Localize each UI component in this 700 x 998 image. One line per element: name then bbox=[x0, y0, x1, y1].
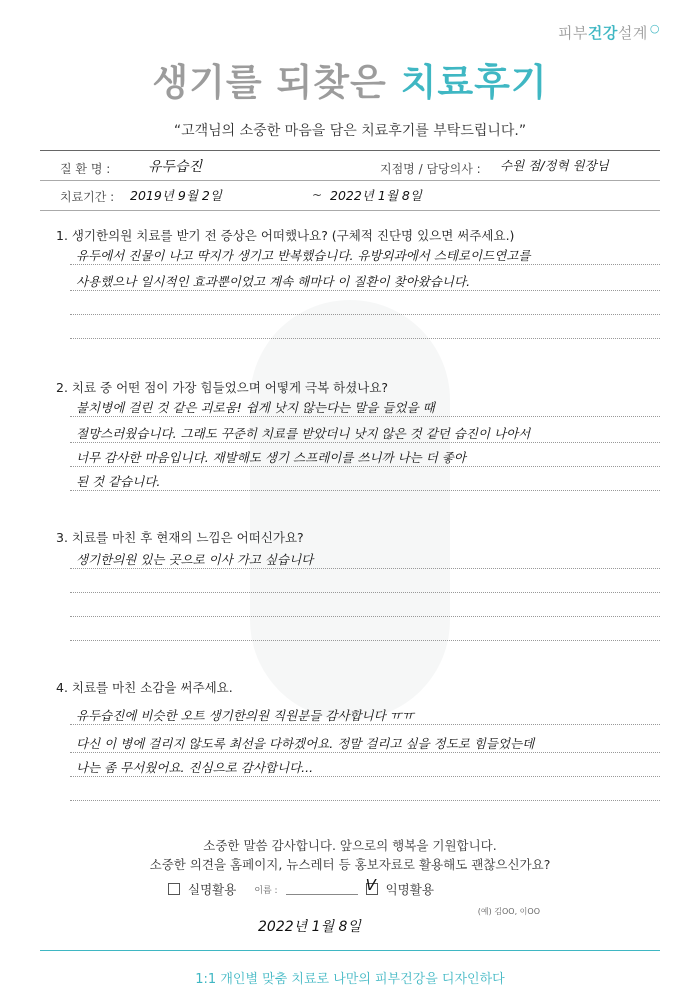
answer-2-line-1: 불치병에 걸린 것 같은 괴로움! 쉽게 낫지 않는다는 말을 들었을 때 bbox=[76, 400, 435, 415]
answer-line bbox=[70, 490, 660, 491]
answer-line bbox=[70, 752, 660, 753]
brand-prefix: 피부 bbox=[557, 24, 588, 42]
footer-divider bbox=[40, 950, 660, 951]
answer-4-line-3: 나는 좀 무서웠어요. 진심으로 감사합니다... bbox=[76, 760, 314, 775]
check-mark: V bbox=[365, 876, 376, 894]
question-4: 4. 치료를 마친 소감을 써주세요. bbox=[56, 680, 233, 695]
answer-3-line-1: 생기한의원 있는 곳으로 이사 가고 싶습니다 bbox=[76, 552, 314, 567]
answer-line bbox=[70, 314, 660, 315]
anonymous-checkbox[interactable] bbox=[365, 876, 378, 895]
period-start: 2019년 9월 2일 bbox=[130, 188, 222, 203]
answer-line bbox=[70, 416, 660, 417]
signature-date: 2022년 1월 8일 bbox=[258, 919, 361, 935]
header-mid-rule bbox=[40, 180, 660, 181]
answer-4-line-1: 유두습진에 비슷한 오트 생기한의원 직원분들 감사합니다 ㅠㅠ bbox=[76, 708, 414, 723]
answer-line bbox=[70, 568, 660, 569]
example-note: (예) 김OO, 이OO bbox=[477, 907, 540, 916]
answer-line bbox=[70, 466, 660, 467]
answer-2-line-4: 된 것 같습니다. bbox=[76, 474, 161, 489]
question-1: 1. 생기한의원 치료를 받기 전 증상은 어떠했나요? (구체적 진단명 있으면 써주세요.) bbox=[56, 228, 515, 243]
disease-value: 유두습진 bbox=[148, 159, 203, 175]
footer-thanks-2: 소중한 의견을 홈페이지, 뉴스레터 등 홍보자료로 활용해도 괜찮으신가요? bbox=[149, 857, 551, 872]
real-name-checkbox[interactable] bbox=[168, 883, 180, 895]
brand-accent: 건강 bbox=[587, 24, 618, 42]
answer-2-line-3: 너무 감사한 마음입니다. 재발해도 생기 스프레이를 쓰니까 나는 더 좋아 bbox=[76, 450, 466, 465]
answer-line bbox=[70, 724, 660, 725]
branch-value: 수원 점/정혁 원장님 bbox=[500, 158, 609, 173]
title-accent: 치료후기 bbox=[400, 61, 548, 104]
brand-suffix: 설계 bbox=[617, 24, 648, 42]
answer-4-line-2: 다신 이 병에 걸리지 않도록 최선을 다하겠어요. 정말 걸리고 싶을 정도로 힘들었는데 bbox=[76, 736, 535, 751]
anonymous-label: 익명활용 bbox=[385, 882, 434, 897]
name-label: 이름 : bbox=[254, 885, 278, 896]
answer-line bbox=[70, 290, 660, 291]
background-watermark bbox=[250, 300, 450, 720]
disease-label: 질 환 명 : bbox=[60, 162, 111, 176]
answer-line bbox=[70, 776, 660, 777]
answer-2-line-2: 절망스러웠습니다. 그래도 꾸준히 치료를 받았더니 낫지 않은 것 같던 습진이 나아서 bbox=[76, 426, 531, 441]
answer-1-line-2: 사용했으나 일시적인 효과뿐이었고 계속 해마다 이 질환이 찾아왔습니다. bbox=[76, 274, 471, 289]
answer-line bbox=[70, 592, 660, 593]
answer-line bbox=[70, 442, 660, 443]
consent-options bbox=[168, 876, 434, 898]
footer-thanks-1: 소중한 말씀 감사합니다. 앞으로의 행복을 기원합니다. bbox=[203, 838, 497, 853]
header-bottom-rule bbox=[40, 210, 660, 211]
answer-1-line-1: 유두에서 진물이 나고 딱지가 생기고 반복했습니다. 유방외과에서 스테로이드연고를 bbox=[76, 248, 531, 263]
answer-line bbox=[70, 338, 660, 339]
period-tilde: ~ bbox=[312, 188, 323, 202]
period-label: 치료기간 : bbox=[60, 190, 115, 204]
header-top-rule bbox=[40, 150, 660, 151]
question-2: 2. 치료 중 어떤 점이 가장 힘들었으며 어떻게 극복 하셨나요? bbox=[56, 380, 389, 395]
question-3: 3. 치료를 마친 후 현재의 느낌은 어떠신가요? bbox=[56, 530, 304, 545]
name-field[interactable] bbox=[286, 884, 358, 895]
branch-label: 지점명 / 담당의사 : bbox=[380, 162, 481, 176]
title-main: 생기를 되찾은 bbox=[152, 61, 401, 104]
brand-logo bbox=[558, 22, 660, 43]
answer-line bbox=[70, 800, 660, 801]
real-name-label: 실명활용 bbox=[188, 882, 237, 897]
brand-dot-icon: ○ bbox=[649, 22, 660, 35]
answer-line bbox=[70, 264, 660, 265]
page-subtitle: “고객님의 소중한 마음을 담은 치료후기를 부탁드립니다.” bbox=[173, 123, 527, 139]
answer-line bbox=[70, 640, 660, 641]
page-title bbox=[0, 52, 700, 106]
answer-line bbox=[70, 616, 660, 617]
footer-slogan: 1:1 개인별 맞춤 치료로 나만의 피부건강을 디자인하다 bbox=[195, 972, 505, 987]
period-end: 2022년 1월 8일 bbox=[330, 188, 422, 203]
